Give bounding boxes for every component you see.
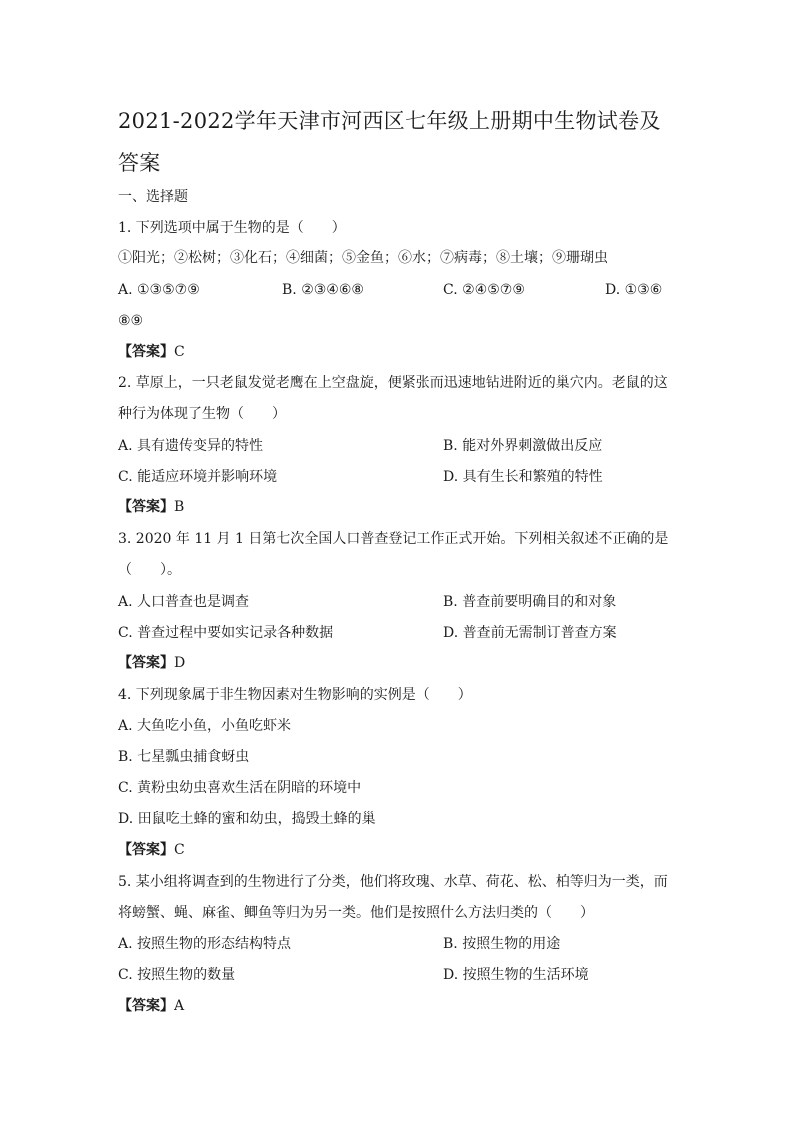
q1-items: ①阳光；②松树；③化石；④细菌；⑤金鱼；⑥水；⑦病毒；⑧土壤；⑨珊瑚虫: [118, 250, 608, 266]
q3-stem-line1: 3. 2020 年 11 月 1 日第七次全国人口普查登记工作正式开始。下列相关叙述不正确的是: [118, 531, 669, 547]
q4-option-c: C. 黄粉虫幼虫喜欢生活在阴暗的环境中: [118, 780, 362, 796]
q3-option-c: C. 普查过程中要如实记录各种数据: [118, 625, 334, 641]
q4-stem: 4. 下列现象属于非生物因素对生物影响的实例是（ ）: [118, 687, 472, 703]
page-title: 2021-2022学年天津市河西区七年级上册期中生物试卷及答案: [118, 109, 661, 175]
q1-option-d: D. ①③⑥: [605, 282, 663, 298]
q5-option-b: B. 按照生物的用途: [443, 936, 561, 952]
q1-answer-value: C: [174, 344, 185, 360]
q4-option-a: A. 大鱼吃小鱼，小鱼吃虾米: [118, 718, 292, 734]
answer-label: 【答案】: [118, 842, 174, 858]
q3-answer-value: D: [174, 655, 186, 671]
q5-answer: [118, 996, 184, 1016]
q3-answer: [118, 653, 185, 673]
q3-stem-line2: （ ）。: [118, 562, 181, 578]
section-heading: 一、选择题: [118, 189, 188, 205]
q3-option-d: D. 普查前无需制订普查方案: [443, 625, 617, 641]
q2-option-d: D. 具有生长和繁殖的特性: [443, 469, 603, 485]
q3-option-a: A. 人口普查也是调查: [118, 594, 250, 610]
q1-option-c: C. ②④⑤⑦⑨: [443, 282, 525, 298]
q1-option-a: A. ①③⑤⑦⑨: [118, 282, 200, 298]
q1-stem: 1. 下列选项中属于生物的是（ ）: [118, 220, 346, 236]
q2-stem-line2: 种行为体现了生物（ ）: [118, 406, 286, 422]
q5-stem-line2: 将螃蟹、蝇、麻雀、鲫鱼等归为另一类。他们是按照什么方法归类的（ ）: [118, 905, 594, 921]
q2-option-c: C. 能适应环境并影响环境: [118, 469, 278, 485]
q1-option-d-cont: ⑧⑨: [118, 313, 144, 329]
answer-label: 【答案】: [118, 344, 174, 360]
q2-stem-line1: 2. 草原上，一只老鼠发觉老鹰在上空盘旋，便紧张而迅速地钻进附近的巢穴内。老鼠的这: [118, 375, 668, 391]
q3-option-b: B. 普查前要明确目的和对象: [443, 594, 617, 610]
q4-option-b: B. 七星瓢虫捕食蚜虫: [118, 749, 250, 765]
q2-option-a: A. 具有遗传变异的特性: [118, 438, 264, 454]
q5-stem-line1: 5. 某小组将调查到的生物进行了分类，他们将玫瑰、水草、荷花、松、柏等归为一类，而: [118, 874, 668, 890]
q5-option-c: C. 按照生物的数量: [118, 967, 236, 983]
q1-answer: [118, 342, 185, 362]
q2-answer-value: B: [174, 499, 185, 515]
answer-label: 【答案】: [118, 998, 174, 1014]
q1-option-b: B. ②③④⑥⑧: [282, 282, 364, 298]
q4-option-d: D. 田鼠吃土蜂的蜜和幼虫，捣毁土蜂的巢: [118, 811, 376, 827]
q4-answer: [118, 840, 185, 860]
q2-option-b: B. 能对外界刺激做出反应: [443, 438, 603, 454]
q5-option-d: D. 按照生物的生活环境: [443, 967, 589, 983]
q5-answer-value: A: [174, 998, 185, 1014]
q2-answer: [118, 497, 184, 517]
answer-label: 【答案】: [118, 499, 174, 515]
q5-option-a: A. 按照生物的形态结构特点: [118, 936, 292, 952]
q4-answer-value: C: [174, 842, 185, 858]
answer-label: 【答案】: [118, 655, 174, 671]
